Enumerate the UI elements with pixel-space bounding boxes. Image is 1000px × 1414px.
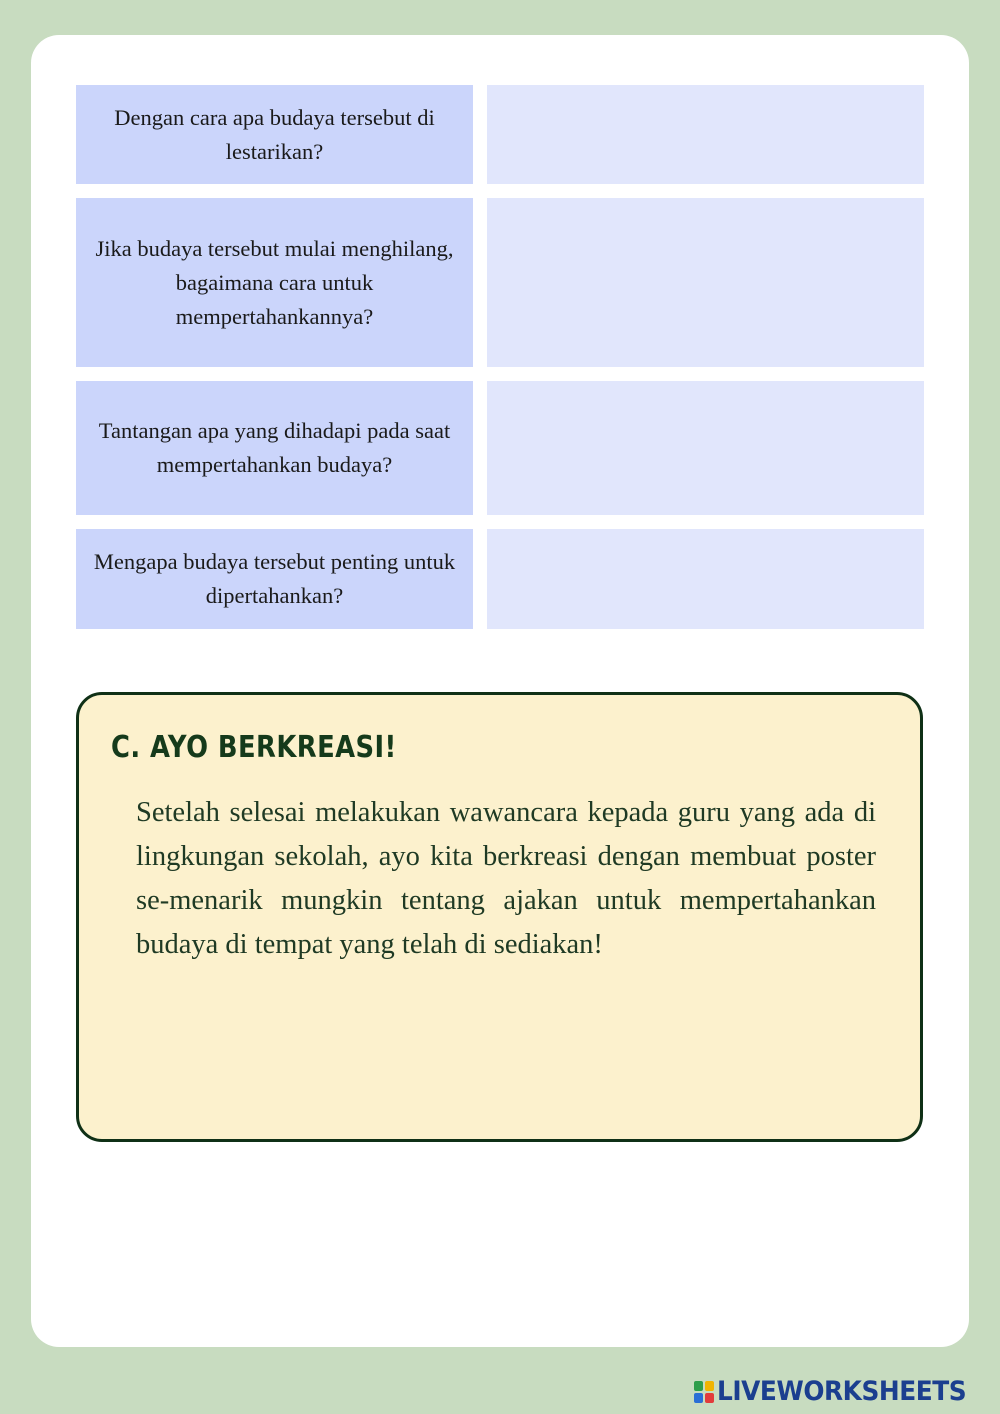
question-cell: Tantangan apa yang dihadapi pada saat mempertahankan budaya? xyxy=(76,381,473,515)
qa-row xyxy=(76,529,924,629)
question-cell: Dengan cara apa budaya tersebut di lestarikan? xyxy=(76,85,473,184)
section-c-title: C. AYO BERKREASI! xyxy=(111,730,397,765)
question-cell: Mengapa budaya tersebut penting untuk dipertahankan? xyxy=(76,529,473,629)
liveworksheets-logo-icon xyxy=(694,1381,714,1403)
qa-row xyxy=(76,381,924,515)
logo-square xyxy=(705,1393,714,1403)
qa-row xyxy=(76,85,924,184)
answer-field[interactable] xyxy=(487,381,924,515)
section-c-instructions: Setelah selesai melakukan wawancara kepada guru yang ada di lingkungan sekolah, ayo kita berkreasi dengan membuat poster se-menarik mungkin tentang ajakan untuk mempertahankan budaya di tempat yang telah di sediakan! xyxy=(136,797,876,960)
brand-name: LIVEWORKSHEETS xyxy=(717,1376,967,1407)
answer-field[interactable] xyxy=(487,198,924,367)
answer-field[interactable] xyxy=(487,85,924,184)
section-c-box xyxy=(76,692,923,1142)
worksheet-page xyxy=(31,35,969,1347)
qa-row xyxy=(76,198,924,367)
answer-field[interactable] xyxy=(487,529,924,629)
logo-square xyxy=(694,1393,703,1403)
liveworksheets-brand[interactable] xyxy=(694,1376,988,1407)
logo-square xyxy=(705,1381,714,1391)
logo-square xyxy=(694,1381,703,1391)
question-cell: Jika budaya tersebut mulai menghilang, bagaimana cara untuk mempertahankannya? xyxy=(76,198,473,367)
